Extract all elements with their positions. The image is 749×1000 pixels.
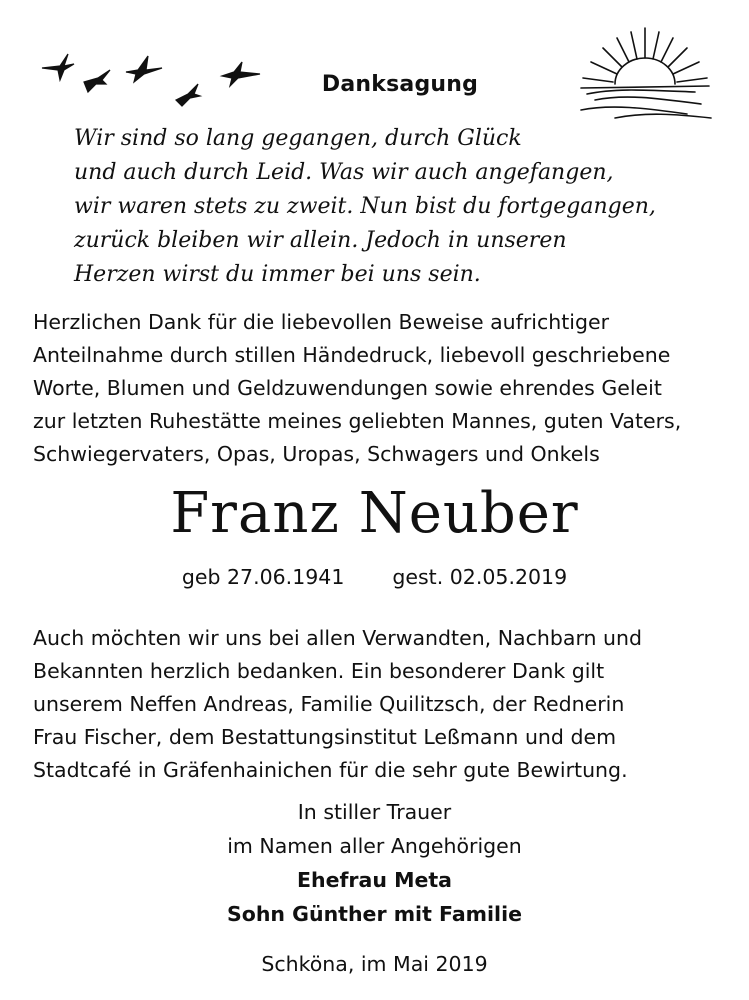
paragraph-line: zur letzten Ruhestätte meines geliebten Mannes, guten Vaters,: [33, 409, 682, 433]
paragraph-line: Herzlichen Dank für die liebevollen Beweise aufrichtiger: [33, 310, 610, 334]
poem-line: Wir sind so lang gegangen, durch Glück: [74, 126, 522, 151]
flying-birds-icon: [38, 40, 278, 110]
poem-line: und auch durch Leid. Was wir auch angefangen,: [74, 160, 614, 185]
closing-block: [0, 795, 749, 931]
sunset-icon: [575, 20, 715, 120]
paragraph-line: Frau Fischer, dem Bestattungsinstitut Leßmann und dem: [33, 725, 617, 749]
closing-line: In stiller Trauer: [297, 800, 452, 824]
second-paragraph: [33, 622, 733, 787]
closing-line: im Namen aller Angehörigen: [227, 834, 522, 858]
poem-line: zurück bleiben wir allein. Jedoch in unseren: [74, 228, 567, 253]
birth-date: geb 27.06.1941: [181, 565, 345, 589]
signer: Ehefrau Meta: [296, 868, 453, 892]
paragraph-line: Stadtcafé in Gräfenhainichen für die sehr gute Bewirtung.: [33, 758, 628, 782]
paragraph-line: unserem Neffen Andreas, Familie Quilitzsch, der Rednerin: [33, 692, 625, 716]
death-date: gest. 02.05.2019: [392, 565, 568, 589]
poem-line: Herzen wirst du immer bei uns sein.: [74, 262, 481, 287]
deceased-name: Franz Neuber: [170, 481, 579, 546]
signer: Sohn Günther mit Familie: [226, 902, 523, 926]
place-date: Schköna, im Mai 2019: [261, 952, 488, 976]
thanks-paragraph: [33, 306, 733, 471]
heading-danksagung: Danksagung: [321, 72, 479, 97]
paragraph-line: Worte, Blumen und Geldzuwendungen sowie ehrendes Geleit: [33, 376, 662, 400]
paragraph-line: Anteilnahme durch stillen Händedruck, liebevoll geschriebene: [33, 343, 671, 367]
life-dates: [0, 565, 749, 589]
paragraph-line: Auch möchten wir uns bei allen Verwandten, Nachbarn und: [33, 626, 643, 650]
paragraph-line: Schwiegervaters, Opas, Uropas, Schwagers und Onkels: [33, 442, 600, 466]
paragraph-line: Bekannten herzlich bedanken. Ein besonderer Dank gilt: [33, 659, 605, 683]
poem: [74, 122, 734, 292]
poem-line: wir waren stets zu zweit. Nun bist du fortgegangen,: [74, 194, 656, 219]
